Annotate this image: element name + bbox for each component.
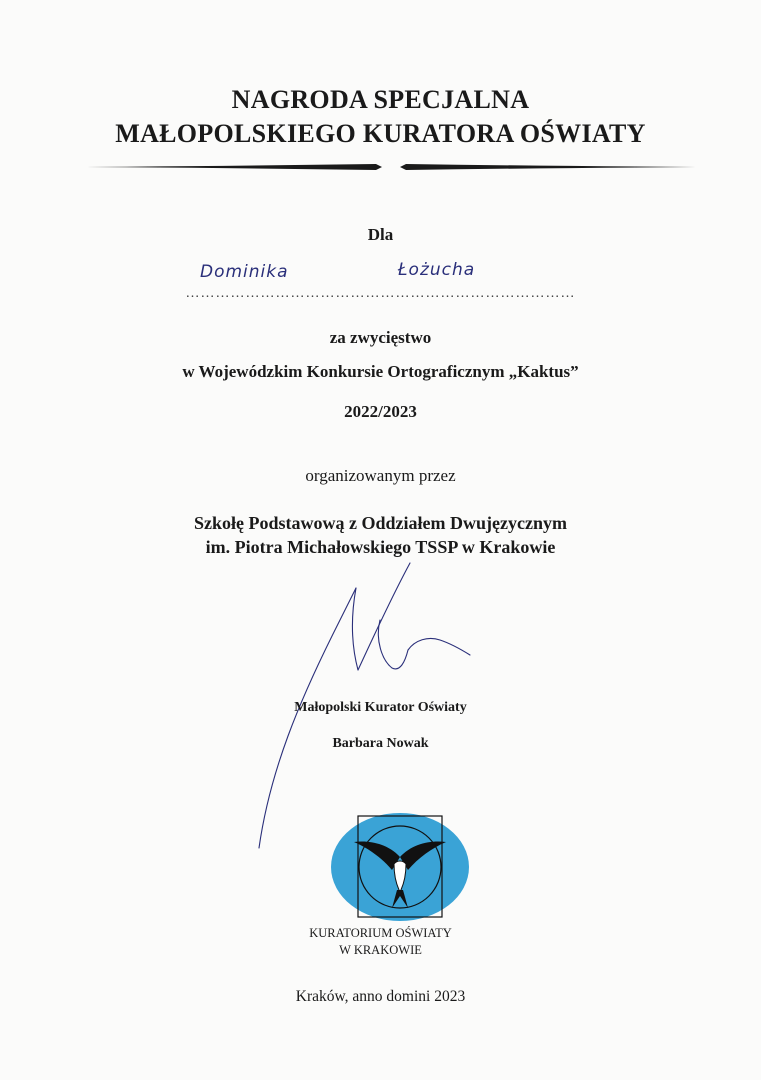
logo-caption-line-1: KURATORIUM OŚWIATY (309, 926, 452, 940)
recipient-last-name: Łożucha (398, 260, 476, 280)
signatory-title: Małopolski Kurator Oświaty (294, 700, 467, 715)
title-line-2: MAŁOPOLSKIEGO KURATORA OŚWIATY (115, 119, 646, 148)
victory-label: za zwycięstwo (329, 328, 432, 347)
contest-name: w Wojewódzkim Konkursie Ortograficznym „Kaktus” (182, 362, 579, 381)
title-line-1: NAGRODA SPECJALNA (231, 85, 530, 114)
dla-label: Dla (367, 225, 394, 244)
organized-by-label: organizowanym przez (305, 466, 456, 485)
place-and-date: Kraków, anno domini 2023 (295, 988, 466, 1005)
kuratorium-logo (330, 812, 470, 922)
school-year: 2022/2023 (344, 402, 417, 421)
name-dotted-line: …………………………………………………………………… (185, 286, 576, 301)
logo-caption (0, 925, 761, 959)
recipient-first-name: Dominika (200, 262, 289, 282)
signatory-name: Barbara Nowak (332, 736, 429, 751)
school-line-1: Szkołę Podstawową z Oddziałem Dwujęzycznym (194, 513, 567, 533)
school-line-2: im. Piotra Michałowskiego TSSP w Krakowie (205, 537, 556, 557)
logo-caption-line-2: W KRAKOWIE (339, 943, 422, 957)
